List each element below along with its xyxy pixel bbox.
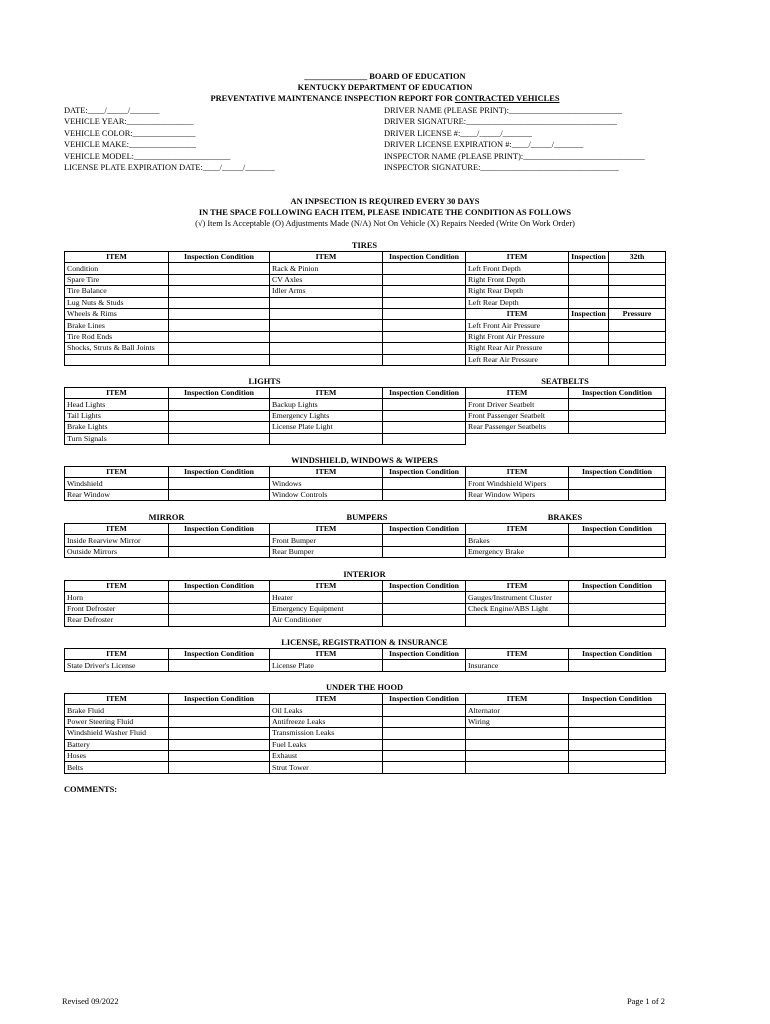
- condition-header: Inspection Condition: [569, 388, 666, 399]
- condition-header: Inspection Condition: [383, 524, 466, 535]
- item-cell: Windows: [270, 478, 383, 489]
- condition-cell[interactable]: [169, 354, 270, 365]
- condition-cell[interactable]: [569, 592, 666, 603]
- item-cell: Antifreeze Leaks: [270, 716, 383, 727]
- condition-cell[interactable]: [169, 286, 270, 297]
- item-cell: [270, 308, 383, 319]
- item-cell: Right Rear Air Pressure: [466, 343, 569, 354]
- table-row: [65, 750, 666, 761]
- item-cell: Belts: [65, 762, 169, 773]
- condition-header: Inspection Condition: [383, 694, 466, 705]
- item-cell: Rack & Pinion: [270, 263, 383, 274]
- item-cell: [270, 433, 383, 444]
- item-cell: License Plate: [270, 660, 383, 671]
- measurement-cell[interactable]: [609, 331, 666, 342]
- condition-cell[interactable]: [383, 728, 466, 739]
- condition-header: Inspection Condition: [569, 649, 666, 660]
- item-header: ITEM: [466, 649, 569, 660]
- table-row: [65, 660, 666, 671]
- condition-cell[interactable]: [169, 308, 270, 319]
- inspection-cell[interactable]: [569, 320, 609, 331]
- windshield-table: [64, 466, 666, 501]
- item-cell: Oil Leaks: [270, 705, 383, 716]
- item-header: ITEM: [270, 581, 383, 592]
- table-row: [65, 762, 666, 773]
- condition-header: Inspection Condition: [169, 524, 270, 535]
- condition-cell[interactable]: [569, 546, 666, 557]
- condition-cell[interactable]: [383, 410, 466, 421]
- item-cell: State Driver's License: [65, 660, 169, 671]
- condition-cell[interactable]: [383, 546, 466, 557]
- item-cell: Condition: [65, 263, 169, 274]
- condition-cell[interactable]: [569, 399, 666, 410]
- item-cell: Head Lights: [65, 399, 169, 410]
- measurement-cell[interactable]: [609, 263, 666, 274]
- measurement-cell[interactable]: [609, 354, 666, 365]
- item-cell: Shocks, Struts & Ball Joints: [65, 343, 169, 354]
- item-cell: Left Rear Depth: [466, 297, 569, 308]
- section-windshield: WINDSHIELD, WINDOWS & WIPERS: [291, 456, 438, 465]
- item-cell: Windshield Washer Fluid: [65, 728, 169, 739]
- condition-cell[interactable]: [383, 535, 466, 546]
- table-row: [65, 331, 666, 342]
- form-field[interactable]: DRIVER LICENSE EXPIRATION #:____/_____/_______: [384, 140, 584, 150]
- page-number: Page 1 of 2: [627, 997, 665, 1006]
- item-header: ITEM: [466, 308, 569, 319]
- inspection-cell[interactable]: [569, 343, 609, 354]
- item-cell: Left Front Depth: [466, 263, 569, 274]
- condition-cell[interactable]: [169, 739, 270, 750]
- table-row: [65, 308, 666, 319]
- form-field[interactable]: DRIVER LICENSE #:____/_____/_______: [384, 128, 532, 138]
- condition-cell[interactable]: [383, 615, 466, 626]
- measurement-cell[interactable]: [609, 297, 666, 308]
- item-cell: Left Rear Air Pressure: [466, 354, 569, 365]
- table-row: [65, 297, 666, 308]
- condition-cell[interactable]: [169, 297, 270, 308]
- inspection-cell[interactable]: [569, 331, 609, 342]
- form-field[interactable]: VEHICLE YEAR:________________: [64, 117, 194, 127]
- form-field[interactable]: VEHICLE COLOR:_______________: [64, 128, 196, 138]
- item-cell: [466, 750, 569, 761]
- condition-cell[interactable]: [169, 716, 270, 727]
- table-row: [65, 410, 666, 421]
- condition-cell[interactable]: [383, 705, 466, 716]
- section-interior: INTERIOR: [343, 570, 386, 579]
- item-cell: Battery: [65, 739, 169, 750]
- condition-cell[interactable]: [383, 762, 466, 773]
- item-cell: Power Steering Fluid: [65, 716, 169, 727]
- item-cell: Emergency Lights: [270, 410, 383, 421]
- condition-cell[interactable]: [169, 399, 270, 410]
- form-field[interactable]: INSPECTOR NAME (PLEASE PRINT):_____________________________: [384, 151, 645, 161]
- condition-cell[interactable]: [569, 705, 666, 716]
- measurement-cell[interactable]: [609, 274, 666, 285]
- item-cell: Spare Tire: [65, 274, 169, 285]
- item-cell: Insurance: [466, 660, 569, 671]
- district-blank: _______________: [304, 72, 368, 81]
- section-under-the-hood: UNDER THE HOOD: [325, 683, 404, 692]
- item-header: ITEM: [270, 388, 383, 399]
- table-row: [65, 615, 666, 626]
- condition-cell[interactable]: [169, 546, 270, 557]
- item-cell: Exhaust: [270, 750, 383, 761]
- section-lights: LIGHTS: [248, 377, 281, 386]
- instructions-heading: IN THE SPACE FOLLOWING EACH ITEM, PLEASE INDICATE THE CONDITION AS FOLLOWS: [198, 208, 572, 217]
- inspection-cell[interactable]: [569, 286, 609, 297]
- item-cell: Strut Tower: [270, 762, 383, 773]
- measurement-cell[interactable]: [609, 343, 666, 354]
- condition-cell[interactable]: [569, 489, 666, 500]
- section-bumpers: BUMPERS: [346, 513, 388, 522]
- item-cell: Brake Fluid: [65, 705, 169, 716]
- condition-cell[interactable]: [569, 410, 666, 421]
- condition-header: Inspection Condition: [569, 694, 666, 705]
- measurement-cell[interactable]: [609, 320, 666, 331]
- condition-cell[interactable]: [569, 716, 666, 727]
- condition-cell[interactable]: [383, 603, 466, 614]
- board-title: BOARD OF EDUCATION: [367, 72, 466, 81]
- item-cell: Front Passenger Seatbelt: [466, 410, 569, 421]
- condition-cell[interactable]: [569, 728, 666, 739]
- table-row: [65, 592, 666, 603]
- table-row: [65, 546, 666, 557]
- item-cell: Front Bumper: [270, 535, 383, 546]
- condition-cell[interactable]: [383, 354, 466, 365]
- item-header: ITEM: [65, 252, 169, 263]
- report-title: PREVENTATIVE MAINTENANCE INSPECTION REPORT FOR: [210, 94, 455, 103]
- condition-cell[interactable]: [169, 478, 270, 489]
- table-row: [65, 705, 666, 716]
- item-header: ITEM: [466, 581, 569, 592]
- item-cell: Fuel Leaks: [270, 739, 383, 750]
- item-cell: Air Conditioner: [270, 615, 383, 626]
- condition-cell[interactable]: [569, 750, 666, 761]
- condition-cell[interactable]: [169, 615, 270, 626]
- item-cell: Rear Defroster: [65, 615, 169, 626]
- form-field[interactable]: DRIVER NAME (PLEASE PRINT):___________________________: [384, 106, 622, 115]
- inspection-cell[interactable]: [569, 297, 609, 308]
- item-cell: Tire Balance: [65, 286, 169, 297]
- condition-cell[interactable]: [569, 603, 666, 614]
- section-license: LICENSE, REGISTRATION & INSURANCE: [281, 638, 448, 647]
- depth-32th-header: 32th: [609, 252, 666, 263]
- table-row: [65, 728, 666, 739]
- mirror-bumpers-brakes-table: [64, 523, 666, 558]
- item-cell: License Plate Light: [270, 422, 383, 433]
- item-header: ITEM: [270, 467, 383, 478]
- condition-header: Inspection Condition: [569, 467, 666, 478]
- condition-cell[interactable]: [569, 478, 666, 489]
- item-cell: [466, 728, 569, 739]
- item-cell: Heater: [270, 592, 383, 603]
- tires-table: [64, 251, 666, 366]
- item-header: ITEM: [270, 252, 383, 263]
- item-cell: Alternator: [466, 705, 569, 716]
- condition-cell[interactable]: [569, 535, 666, 546]
- item-cell: Right Front Air Pressure: [466, 331, 569, 342]
- item-header: ITEM: [466, 252, 569, 263]
- condition-cell[interactable]: [383, 274, 466, 285]
- item-header: ITEM: [466, 388, 569, 399]
- item-cell: Brakes: [466, 535, 569, 546]
- condition-cell[interactable]: [169, 705, 270, 716]
- condition-cell[interactable]: [383, 433, 466, 444]
- form-field[interactable]: LICENSE PLATE EXPIRATION DATE:____/_____/_______: [64, 163, 275, 172]
- item-cell: Front Windshield Wipers: [466, 478, 569, 489]
- table-row: [65, 478, 666, 489]
- table-row: [65, 343, 666, 354]
- item-header: ITEM: [466, 694, 569, 705]
- item-cell: Brake Lines: [65, 320, 169, 331]
- section-seatbelts: SEATBELTS: [541, 377, 589, 386]
- section-brakes: BRAKES: [547, 513, 583, 522]
- item-cell: Right Front Depth: [466, 274, 569, 285]
- item-header: ITEM: [270, 694, 383, 705]
- item-header: ITEM: [65, 467, 169, 478]
- condition-cell[interactable]: [383, 320, 466, 331]
- item-cell: Rear Passenger Seatbelts: [466, 422, 569, 433]
- item-cell: Emergency Equipment: [270, 603, 383, 614]
- item-cell: Right Rear Depth: [466, 286, 569, 297]
- table-row: [65, 354, 666, 365]
- condition-cell[interactable]: [169, 603, 270, 614]
- condition-header: Inspection Condition: [169, 694, 270, 705]
- condition-header: Inspection Condition: [383, 581, 466, 592]
- item-cell: [270, 320, 383, 331]
- form-field[interactable]: DRIVER SIGNATURE:____________________________________: [384, 117, 617, 127]
- inspection-header: Inspection: [569, 308, 609, 319]
- table-row: [65, 399, 666, 410]
- condition-cell[interactable]: [383, 489, 466, 500]
- condition-cell[interactable]: [169, 660, 270, 671]
- condition-cell[interactable]: [569, 660, 666, 671]
- item-cell: Brake Lights: [65, 422, 169, 433]
- condition-cell[interactable]: [383, 263, 466, 274]
- condition-cell[interactable]: [383, 286, 466, 297]
- table-row: [65, 489, 666, 500]
- condition-cell[interactable]: [383, 308, 466, 319]
- condition-cell[interactable]: [169, 535, 270, 546]
- condition-cell[interactable]: [383, 422, 466, 433]
- condition-cell[interactable]: [569, 422, 666, 433]
- item-header: ITEM: [65, 524, 169, 535]
- condition-header: Inspection Condition: [169, 649, 270, 660]
- form-field[interactable]: INSPECTOR SIGNATURE:_________________________________: [384, 163, 619, 172]
- item-cell: Lug Nuts & Studs: [65, 297, 169, 308]
- table-row: [65, 286, 666, 297]
- license-table: [64, 648, 666, 672]
- item-cell: [466, 739, 569, 750]
- table-row: [65, 716, 666, 727]
- table-row: [65, 274, 666, 285]
- table-row: [65, 535, 666, 546]
- condition-cell[interactable]: [169, 489, 270, 500]
- form-field[interactable]: VEHICLE MAKE:________________: [64, 140, 196, 150]
- condition-cell[interactable]: [383, 716, 466, 727]
- interior-table: [64, 580, 666, 627]
- lights-seatbelts-table: [64, 387, 666, 445]
- form-field[interactable]: DATE:____/_____/_______: [64, 106, 160, 115]
- item-cell: Outside Mirrors: [65, 546, 169, 557]
- item-cell: Emergency Brake: [466, 546, 569, 557]
- condition-header: Inspection Condition: [569, 524, 666, 535]
- table-row: [65, 320, 666, 331]
- table-row: [65, 603, 666, 614]
- condition-cell[interactable]: [383, 478, 466, 489]
- item-header: ITEM: [466, 524, 569, 535]
- condition-cell[interactable]: [569, 739, 666, 750]
- condition-cell[interactable]: [383, 399, 466, 410]
- condition-cell[interactable]: [169, 320, 270, 331]
- condition-header: Inspection Condition: [569, 581, 666, 592]
- item-cell: Gauges/Instrument Cluster: [466, 592, 569, 603]
- condition-cell[interactable]: [383, 592, 466, 603]
- item-header: ITEM: [466, 467, 569, 478]
- inspection-cell[interactable]: [569, 263, 609, 274]
- item-cell: Idler Arms: [270, 286, 383, 297]
- item-cell: Rear Bumper: [270, 546, 383, 557]
- item-header: ITEM: [65, 694, 169, 705]
- condition-cell[interactable]: [383, 660, 466, 671]
- pressure-header: Pressure: [609, 308, 666, 319]
- item-cell: Transmission Leaks: [270, 728, 383, 739]
- item-cell: Front Defroster: [65, 603, 169, 614]
- condition-cell[interactable]: [383, 343, 466, 354]
- inspection-header: Inspection: [569, 252, 609, 263]
- comments-label: COMMENTS:: [64, 785, 118, 794]
- item-cell: [466, 762, 569, 773]
- item-header: ITEM: [270, 649, 383, 660]
- revision-date: Revised 09/2022: [62, 997, 119, 1006]
- form-field[interactable]: VEHICLE MODEL:_______________________: [64, 151, 231, 161]
- condition-cell[interactable]: [169, 728, 270, 739]
- condition-header: Inspection Condition: [383, 388, 466, 399]
- condition-header: Inspection Condition: [383, 649, 466, 660]
- condition-header: Inspection Condition: [169, 467, 270, 478]
- item-cell: Windshield: [65, 478, 169, 489]
- item-cell: CV Axles: [270, 274, 383, 285]
- condition-cell[interactable]: [569, 615, 666, 626]
- item-cell: [270, 354, 383, 365]
- condition-header: Inspection Condition: [169, 252, 270, 263]
- table-row: [65, 422, 666, 433]
- condition-header: Inspection Condition: [169, 388, 270, 399]
- under-the-hood-table: [64, 693, 666, 774]
- item-cell: Rear Window: [65, 489, 169, 500]
- item-cell: [270, 297, 383, 308]
- item-header: ITEM: [65, 388, 169, 399]
- condition-header: Inspection Condition: [383, 252, 466, 263]
- condition-cell[interactable]: [169, 433, 270, 444]
- item-cell: Wheels & Rims: [65, 308, 169, 319]
- item-cell: Inside Rearview Mirror: [65, 535, 169, 546]
- item-cell: Front Driver Seatbelt: [466, 399, 569, 410]
- condition-cell[interactable]: [169, 263, 270, 274]
- condition-header: Inspection Condition: [169, 581, 270, 592]
- item-cell: Left Front Air Pressure: [466, 320, 569, 331]
- item-cell: [270, 343, 383, 354]
- condition-cell[interactable]: [169, 750, 270, 761]
- item-header: ITEM: [270, 524, 383, 535]
- inspection-cell[interactable]: [569, 274, 609, 285]
- condition-header: Inspection Condition: [383, 467, 466, 478]
- section-mirror: MIRROR: [148, 513, 185, 522]
- condition-legend: (√) Item Is Acceptable (O) Adjustments Made (N/A) Not On Vehicle (X) Repairs Needed (Write On Work Order): [195, 219, 575, 228]
- condition-cell[interactable]: [169, 343, 270, 354]
- condition-cell[interactable]: [383, 750, 466, 761]
- item-cell: Horn: [65, 592, 169, 603]
- condition-cell[interactable]: [169, 274, 270, 285]
- header-line-2: KENTUCKY DEPARTMENT OF EDUCATION: [297, 83, 473, 92]
- item-cell: Wiring: [466, 716, 569, 727]
- header-line-1: [0, 71, 770, 82]
- item-cell: [466, 615, 569, 626]
- item-cell: Rear Window Wipers: [466, 489, 569, 500]
- condition-cell[interactable]: [383, 739, 466, 750]
- item-header: ITEM: [65, 649, 169, 660]
- condition-cell[interactable]: [383, 331, 466, 342]
- item-cell: Check Engine/ABS Light: [466, 603, 569, 614]
- table-row: [65, 739, 666, 750]
- item-cell: Backup Lights: [270, 399, 383, 410]
- inspection-frequency: AN INPSECTION IS REQUIRED EVERY 30 DAYS: [290, 197, 480, 206]
- table-row: [65, 263, 666, 274]
- item-header: ITEM: [65, 581, 169, 592]
- condition-cell[interactable]: [169, 422, 270, 433]
- condition-cell[interactable]: [169, 331, 270, 342]
- report-title-underlined: CONTRACTED VEHICLES: [454, 94, 560, 103]
- condition-cell[interactable]: [569, 762, 666, 773]
- section-tires: TIRES: [351, 241, 378, 250]
- item-cell: [270, 331, 383, 342]
- table-row: [65, 433, 666, 444]
- item-cell: Window Controls: [270, 489, 383, 500]
- item-cell: Hoses: [65, 750, 169, 761]
- item-cell: Turn Signals: [65, 433, 169, 444]
- item-cell: Tire Rod Ends: [65, 331, 169, 342]
- inspection-cell[interactable]: [569, 354, 609, 365]
- condition-cell[interactable]: [169, 762, 270, 773]
- header-line-3: [0, 93, 770, 104]
- item-cell: [65, 354, 169, 365]
- condition-cell[interactable]: [169, 592, 270, 603]
- condition-cell[interactable]: [169, 410, 270, 421]
- condition-cell[interactable]: [383, 297, 466, 308]
- measurement-cell[interactable]: [609, 286, 666, 297]
- item-cell: Tail Lights: [65, 410, 169, 421]
